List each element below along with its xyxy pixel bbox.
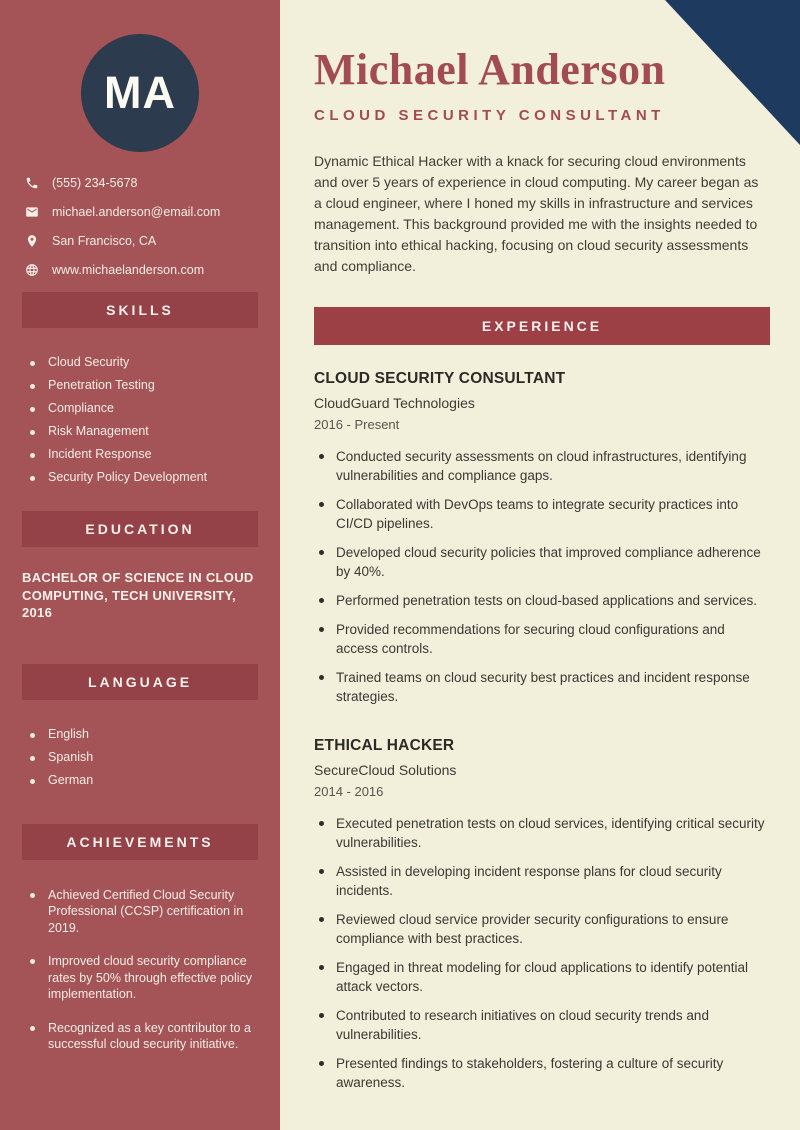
- achievement-item: Achieved Certified Cloud Security Professional (CCSP) certification in 2019.: [28, 887, 264, 937]
- job-entry: [314, 370, 770, 706]
- contact-website-value: www.michaelanderson.com: [52, 263, 205, 277]
- job-title: CLOUD SECURITY CONSULTANT: [314, 370, 566, 387]
- language-item: English: [28, 727, 264, 742]
- skill-item: Security Policy Development: [28, 470, 264, 485]
- skill-item: Incident Response: [28, 447, 264, 462]
- job-dates: 2014 - 2016: [314, 784, 384, 799]
- language-list: [0, 727, 280, 788]
- avatar: [81, 34, 199, 152]
- education-text: BACHELOR OF SCIENCE IN CLOUD COMPUTING, TECH UNIVERSITY, 2016: [22, 570, 254, 620]
- job-company: CloudGuard Technologies: [314, 395, 475, 411]
- skill-item: Risk Management: [28, 424, 264, 439]
- job-bullet: Trained teams on cloud security best practices and incident response strategies.: [314, 668, 770, 706]
- contact-location-value: San Francisco, CA: [52, 234, 157, 248]
- job-bullet: Developed cloud security policies that improved compliance adherence by 40%.: [314, 543, 770, 581]
- job-bullet: Executed penetration tests on cloud services, identifying critical security vulnerabilities.: [314, 814, 770, 852]
- job-bullet: Engaged in threat modeling for cloud applications to identify potential attack vectors.: [314, 958, 770, 996]
- job-bullet: Performed penetration tests on cloud-based applications and services.: [314, 591, 770, 610]
- person-name: Michael Anderson: [314, 45, 666, 94]
- contact-row-phone: [25, 176, 262, 190]
- skill-item: Cloud Security: [28, 355, 264, 370]
- skill-item: Penetration Testing: [28, 378, 264, 393]
- job-bullet: Reviewed cloud service provider security configurations to ensure compliance with best practices.: [314, 910, 770, 948]
- contact-row-website: [25, 263, 262, 277]
- job-bullet: Conducted security assessments on cloud infrastructures, identifying vulnerabilities and compliance gaps.: [314, 447, 770, 485]
- education-heading: EDUCATION: [22, 511, 258, 547]
- contact-phone-value: (555) 234-5678: [52, 176, 138, 190]
- language-item: Spanish: [28, 750, 264, 765]
- achievements-heading: ACHIEVEMENTS: [22, 824, 258, 860]
- corner-triangle: [665, 0, 800, 145]
- contact-row-location: [25, 234, 262, 248]
- skills-heading: SKILLS: [22, 292, 258, 328]
- achievements-list: [0, 887, 280, 1053]
- job-bullet: Contributed to research initiatives on cloud security trends and vulnerabilities.: [314, 1006, 770, 1044]
- achievement-item: Improved cloud security compliance rates by 50% through effective policy implementation.: [28, 953, 264, 1003]
- job-bullet-list: [314, 447, 770, 706]
- main-content: [280, 0, 800, 1130]
- globe-icon: [25, 263, 39, 277]
- person-title: CLOUD SECURITY CONSULTANT: [314, 107, 665, 124]
- location-icon: [25, 234, 39, 248]
- achievement-item: Recognized as a key contributor to a successful cloud security initiative.: [28, 1020, 264, 1053]
- job-dates: 2016 - Present: [314, 417, 400, 432]
- summary-paragraph: Dynamic Ethical Hacker with a knack for securing cloud environments and over 5 years of experience in cloud computing. My career began as a cloud engineer, where I honed my skills in infrastructure and services management. This background provided me with the insights needed to transition into ethical hacking, focusing on cloud security assessments and compliance.: [314, 153, 759, 274]
- sidebar: [0, 0, 280, 1130]
- job-bullet: Assisted in developing incident response plans for cloud security incidents.: [314, 862, 770, 900]
- job-title: ETHICAL HACKER: [314, 737, 455, 754]
- email-icon: [25, 205, 39, 219]
- skills-list: [0, 355, 280, 485]
- job-bullet: Presented findings to stakeholders, fostering a culture of security awareness.: [314, 1054, 770, 1092]
- job-bullet-list: [314, 814, 770, 1092]
- phone-icon: [25, 176, 39, 190]
- contact-email-value: michael.anderson@email.com: [52, 205, 221, 219]
- skill-item: Compliance: [28, 401, 264, 416]
- avatar-initials: MA: [104, 67, 176, 118]
- language-item: German: [28, 773, 264, 788]
- job-entry: [314, 737, 770, 1092]
- job-bullet: Provided recommendations for securing cloud configurations and access controls.: [314, 620, 770, 658]
- experience-heading: EXPERIENCE: [314, 307, 770, 345]
- language-heading: LANGUAGE: [22, 664, 258, 700]
- contact-row-email: [25, 205, 262, 219]
- contact-list: [0, 176, 280, 277]
- job-bullet: Collaborated with DevOps teams to integrate security practices into CI/CD pipelines.: [314, 495, 770, 533]
- job-company: SecureCloud Solutions: [314, 762, 457, 778]
